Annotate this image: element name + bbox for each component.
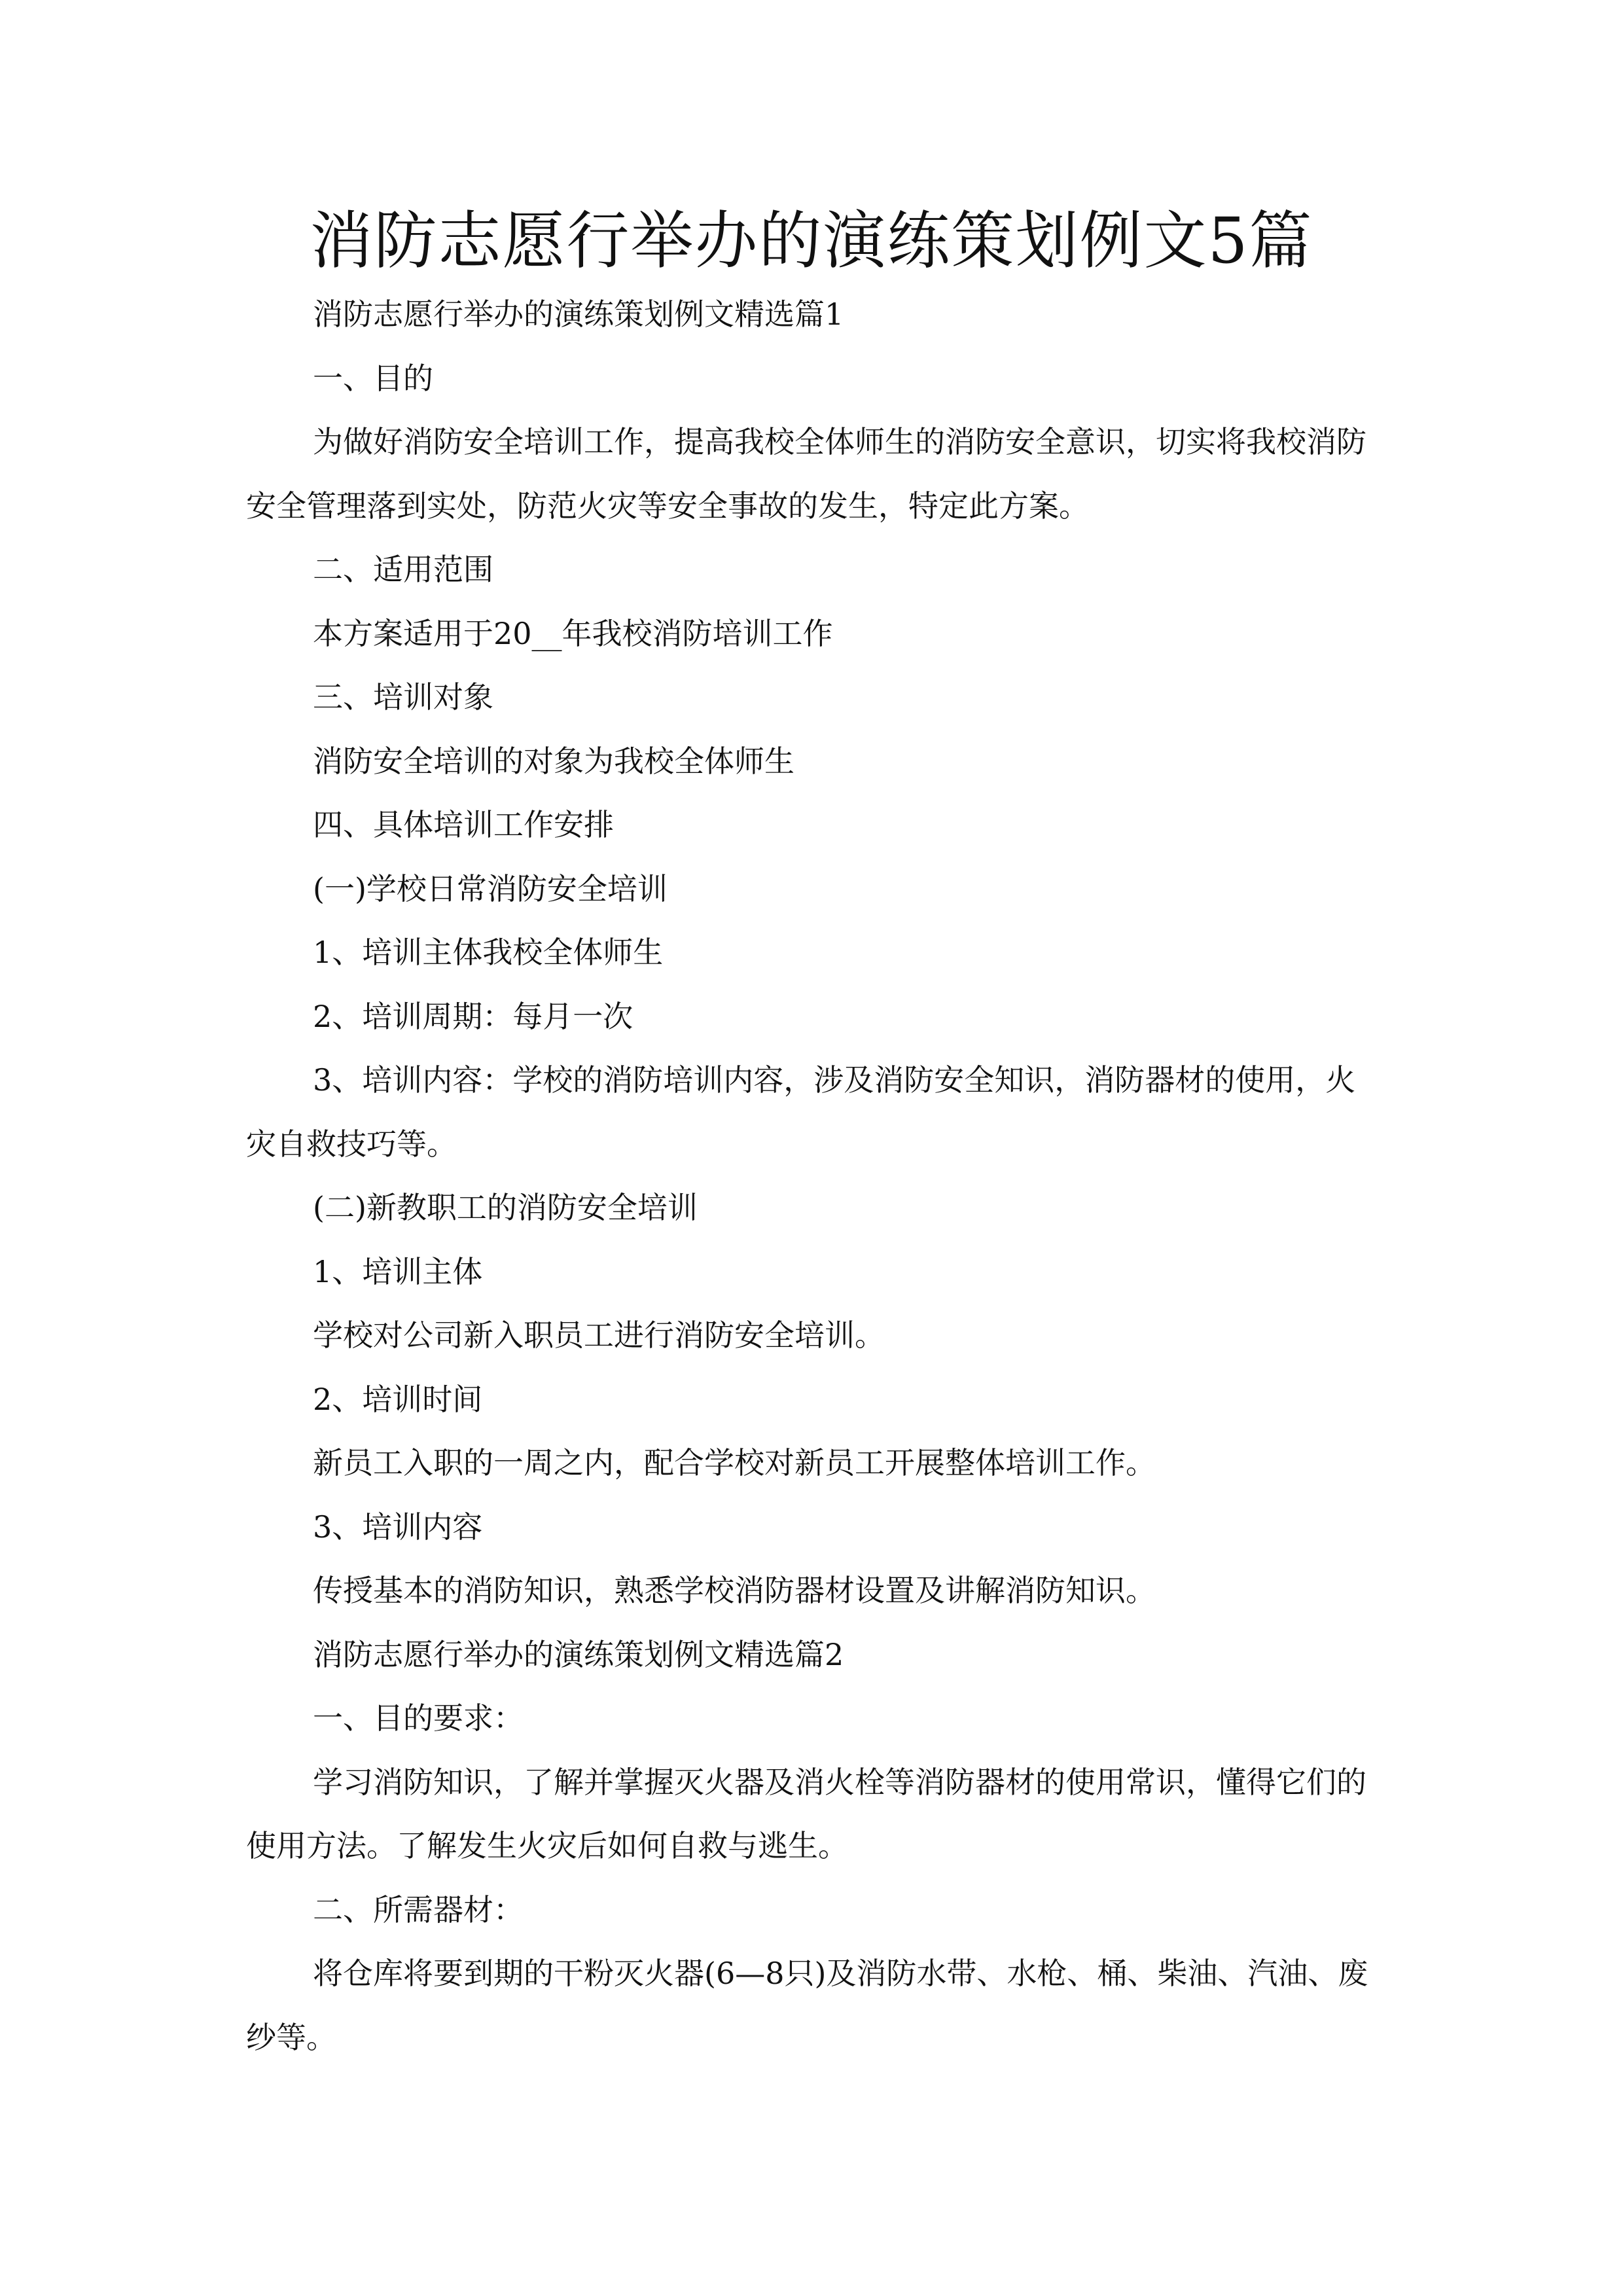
heading-audience: 三、培训对象 — [313, 679, 493, 715]
list-item: 3、培训内容 — [313, 1509, 483, 1545]
subheading-new-staff-training: (二)新教职工的消防安全培训 — [313, 1190, 698, 1225]
section-heading: 消防志愿行举办的演练策划例文精选篇2 — [313, 1636, 844, 1672]
paragraph-equipment: 将仓库将要到期的干粉灭火器(6—8只)及消防水带、水枪、桶、柴油、汽油、废纱等。 — [246, 1956, 1368, 2055]
paragraph-scope: 本方案适用于20__年我校消防培训工作 — [313, 615, 833, 651]
paragraph: 学校对公司新入职员工进行消防安全培训。 — [313, 1318, 885, 1353]
document-body — [246, 283, 1378, 2070]
paragraph-purpose: 为做好消防安全培训工作，提高我校全体师生的消防安全意识，切实将我校消防安全管理落到实处，防范火灾等安全事故的发生，特定此方案。 — [246, 424, 1366, 524]
list-item: 3、培训内容：学校的消防培训内容，涉及消防安全知识，消防器材的使用，火灾自救技巧等。 — [246, 1062, 1356, 1162]
document-title: 消防志愿行举办的演练策划例文5篇 — [310, 204, 1313, 278]
list-item: 2、培训周期：每月一次 — [313, 998, 633, 1034]
heading-requirements: 一、目的要求： — [313, 1700, 524, 1736]
paragraph-requirements: 学习消防知识，了解并掌握灭火器及消火栓等消防器材的使用常识，懂得它们的使用方法。了解发生火灾后如何自救与逃生。 — [246, 1764, 1366, 1863]
paragraph: 新员工入职的一周之内，配合学校对新员工开展整体培训工作。 — [313, 1445, 1156, 1480]
paragraph-audience: 消防安全培训的对象为我校全体师生 — [313, 743, 794, 779]
heading-purpose: 一、目的 — [313, 360, 433, 396]
paragraph: 传授基本的消防知识，熟悉学校消防器材设置及讲解消防知识。 — [313, 1573, 1156, 1608]
list-item: 1、培训主体 — [313, 1253, 483, 1289]
section-heading: 消防志愿行举办的演练策划例文精选篇1 — [313, 296, 844, 332]
list-item: 1、培训主体我校全体师生 — [313, 935, 664, 970]
list-item: 2、培训时间 — [313, 1381, 483, 1417]
heading-scope: 二、适用范围 — [313, 552, 493, 587]
heading-equipment: 二、所需器材： — [313, 1892, 524, 1928]
subheading-daily-training: (一)学校日常消防安全培训 — [313, 870, 668, 906]
heading-arrangement: 四、具体培训工作安排 — [313, 807, 614, 842]
